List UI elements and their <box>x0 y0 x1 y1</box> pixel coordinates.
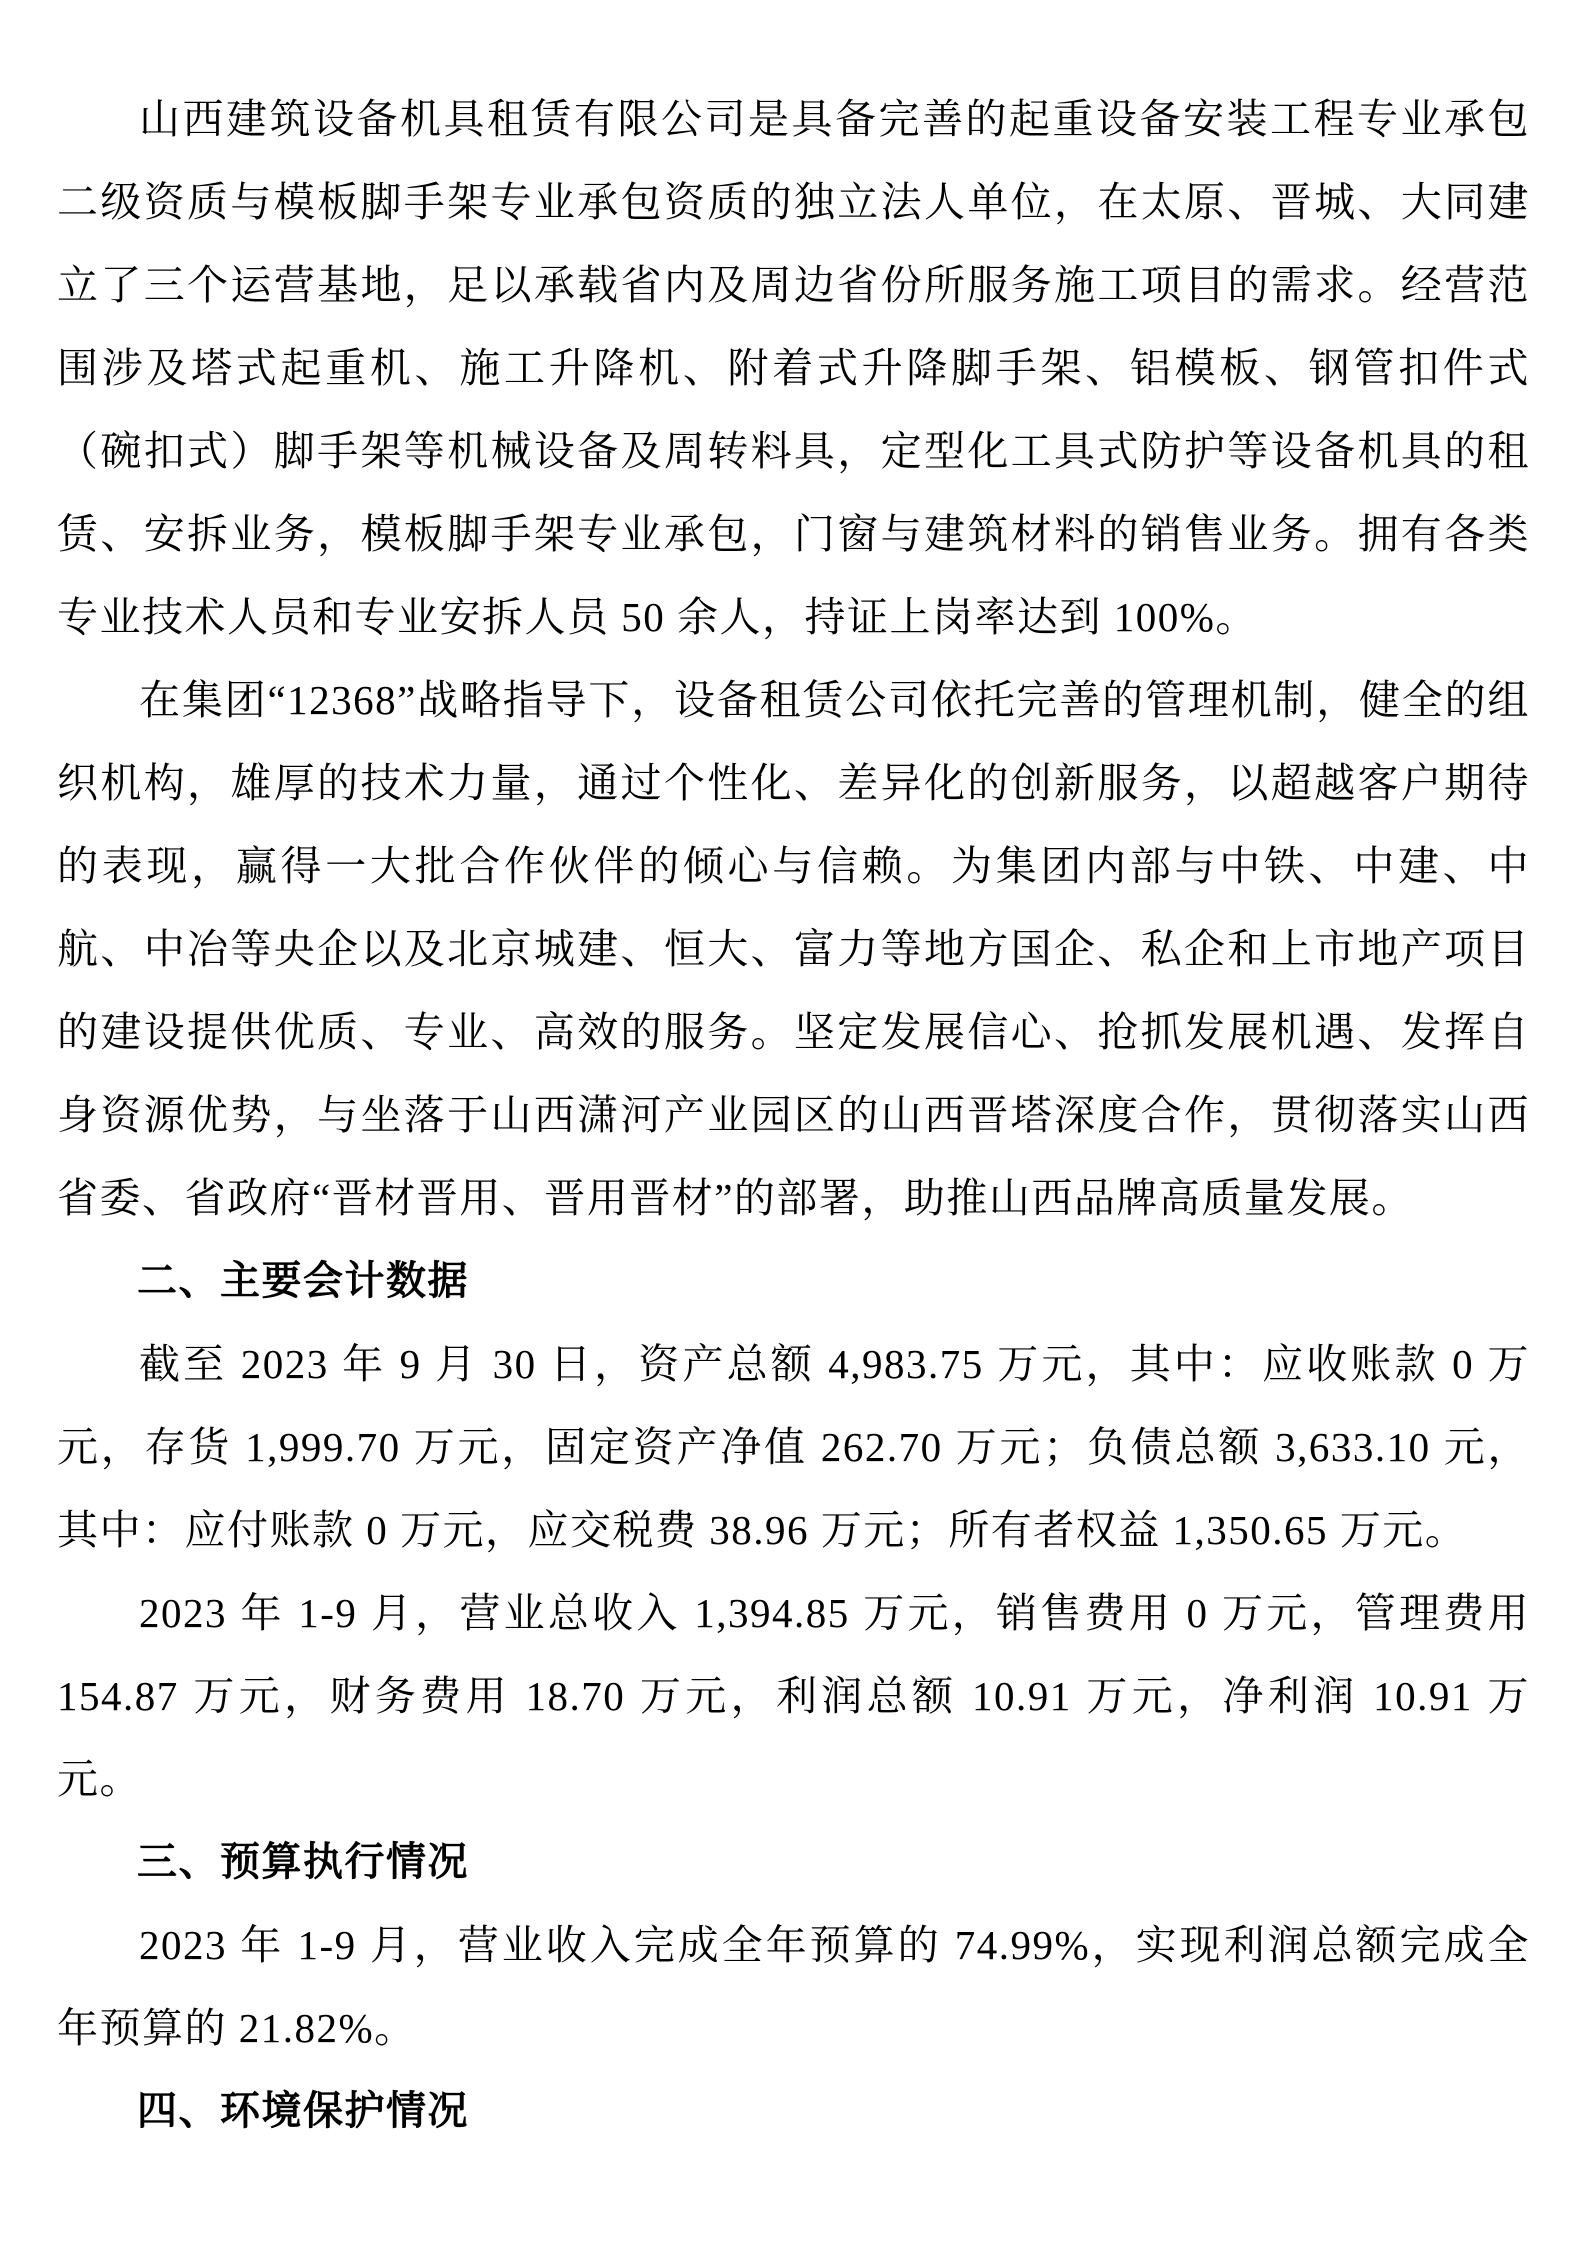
income-statement-paragraph: 2023 年 1-9 月，营业总收入 1,394.85 万元，销售费用 0 万元，管理费用 154.87 万元，财务费用 18.70 万元，利润总额 10.91 万元，净利润 10.91 万元。 <box>57 1590 1530 1802</box>
section-heading-budget-execution: 三、预算执行情况 <box>137 1840 469 1884</box>
balance-sheet-paragraph: 截至 2023 年 9 月 30 日，资产总额 4,983.75 万元，其中：应收账款 0 万元，存货 1,999.70 万元，固定资产净值 262.70 万元；负债总额 3,633.10 元，其中：应付账款 0 万元，应交税费 38.96 万元；所有者权益 1,350.65 万元。 <box>57 1341 1530 1553</box>
company-profile-paragraph: 山西建筑设备机具租赁有限公司是具备完善的起重设备安装工程专业承包二级资质与模板脚手架专业承包资质的独立法人单位，在太原、晋城、大同建立了三个运营基地，足以承载省内及周边省份所服务施工项目的需求。经营范围涉及塔式起重机、施工升降机、附着式升降脚手架、铝模板、钢管扣件式（碗扣式）脚手架等机械设备及周转料具，定型化工具式防护等设备机具的租赁、安拆业务，模板脚手架专业承包，门窗与建筑材料的销售业务。拥有各类专业技术人员和专业安拆人员 50 余人，持证上岗率达到 100%。 <box>57 96 1530 640</box>
strategy-and-partners-paragraph: 在集团“12368”战略指导下，设备租赁公司依托完善的管理机制，健全的组织机构，雄厚的技术力量，通过个性化、差异化的创新服务，以超越客户期待的表现，赢得一大批合作伙伴的倾心与信赖。为集团内部与中铁、中建、中航、中冶等央企以及北京城建、恒大、富力等地方国企、私企和上市地产项目的建设提供优质、专业、高效的服务。坚定发展信心、抢抓发展机遇、发挥自身资源优势，与坐落于山西潇河产业园区的山西晋塔深度合作，贯彻落实山西省委、省政府“晋材晋用、晋用晋材”的部署，助推山西品牌高质量发展。 <box>57 677 1530 1221</box>
budget-execution-paragraph: 2023 年 1-9 月，营业收入完成全年预算的 74.99%，实现利润总额完成全年预算的 21.82%。 <box>57 1922 1530 2051</box>
section-heading-environmental-protection: 四、环境保护情况 <box>137 2089 469 2133</box>
section-heading-accounting-data: 二、主要会计数据 <box>137 1259 469 1303</box>
